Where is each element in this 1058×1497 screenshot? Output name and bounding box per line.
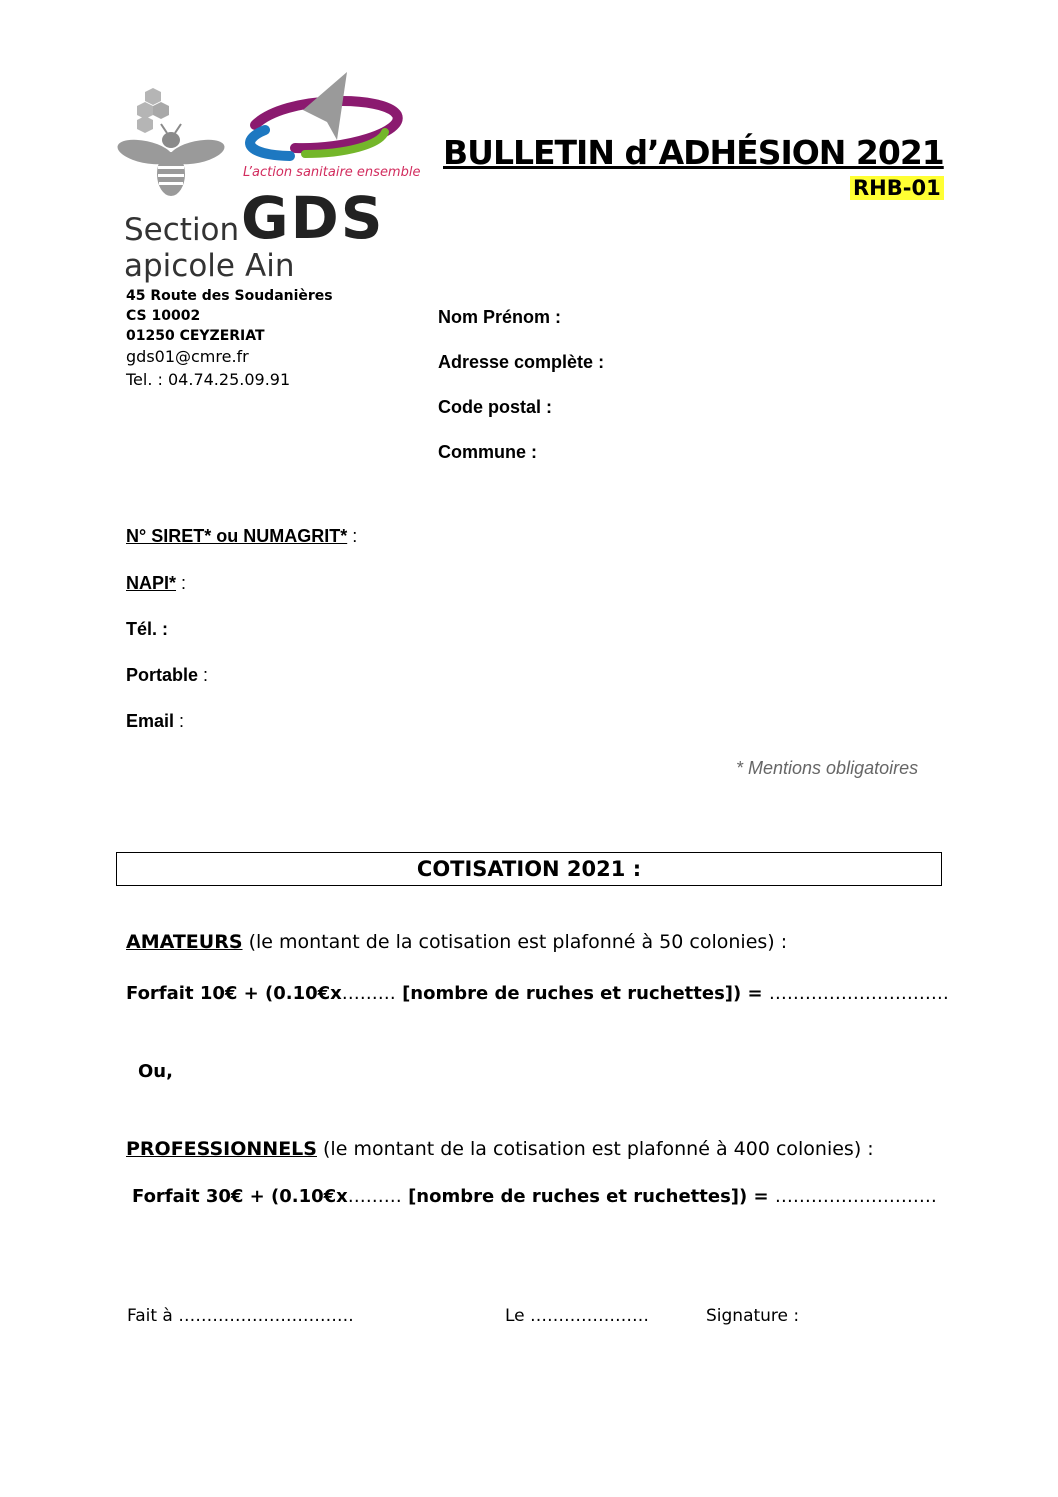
address-cs: CS 10002 [126, 308, 201, 324]
fait-a-field[interactable]: Fait à …………………………. [127, 1306, 354, 1326]
logo-apicole-text: apicole [124, 248, 235, 284]
field-code-postal[interactable]: Code postal : [438, 397, 553, 417]
field-email[interactable] [126, 711, 184, 732]
page-title: BULLETIN d’ADHÉSION 2021 [443, 133, 944, 172]
pro-formula[interactable] [132, 1186, 937, 1207]
siret-colon: : [347, 526, 358, 546]
form-code-badge: RHB-01 [850, 176, 944, 200]
pro-formula-start: Forfait 30€ + (0.10€x [132, 1186, 348, 1207]
logo-brand: GDS [241, 184, 385, 252]
amateurs-note: (le montant de la cotisation est plafonné à 50 colonies) : [242, 931, 788, 953]
amateurs-count-dots[interactable]: ……… [341, 983, 396, 1004]
amateurs-formula-start: Forfait 10€ + (0.10€x [126, 983, 342, 1004]
signature-field[interactable]: Signature : [706, 1306, 800, 1326]
field-commune[interactable]: Commune : [438, 442, 537, 462]
portable-colon: : [198, 665, 209, 685]
field-portable[interactable] [126, 665, 208, 686]
field-tel[interactable]: Tél. : [126, 619, 169, 639]
pro-label: PROFESSIONNELS [126, 1138, 317, 1160]
amateurs-label: AMATEURS [126, 931, 243, 953]
pro-result-dots[interactable]: ……………………… [774, 1186, 937, 1207]
logo-tagline: L’action sanitaire ensemble [243, 165, 421, 180]
logo-section-text: Section [124, 212, 240, 248]
address-email: gds01@cmre.fr [126, 347, 249, 366]
field-nom-prenom[interactable]: Nom Prénom : [438, 307, 562, 327]
napi-label: NAPI* [126, 573, 177, 593]
field-adresse[interactable]: Adresse complète : [438, 352, 605, 372]
date-field[interactable]: Le ………………… [505, 1306, 650, 1326]
logo-ain-text: Ain [245, 248, 295, 284]
portable-label: Portable [126, 665, 199, 685]
pro-note: (le montant de la cotisation est plafonné à 400 colonies) : [316, 1138, 874, 1160]
field-siret[interactable] [126, 526, 357, 547]
address-street: 45 Route des Soudanières [126, 288, 333, 304]
mandatory-note: * Mentions obligatoires [736, 758, 919, 778]
amateurs-result-dots[interactable]: ………………………… [768, 983, 949, 1004]
address-phone: Tel. : 04.74.25.09.91 [126, 370, 291, 389]
amateurs-formula[interactable] [126, 983, 949, 1004]
field-napi[interactable] [126, 573, 186, 594]
cotisation-heading: COTISATION 2021 : [116, 852, 942, 886]
pro-count-dots[interactable]: ……… [347, 1186, 402, 1207]
pro-formula-rest: [nombre de ruches et ruchettes]) = [401, 1186, 775, 1207]
amateurs-formula-rest: [nombre de ruches et ruchettes]) = [395, 983, 769, 1004]
or-text: Ou, [138, 1061, 173, 1082]
napi-colon: : [176, 573, 187, 593]
pro-line [126, 1138, 874, 1160]
email-label: Email [126, 711, 175, 731]
amateurs-line [126, 931, 787, 953]
address-city: 01250 CEYZERIAT [126, 328, 265, 344]
siret-label: N° SIRET* ou NUMAGRIT* [126, 526, 348, 546]
email-colon: : [174, 711, 185, 731]
